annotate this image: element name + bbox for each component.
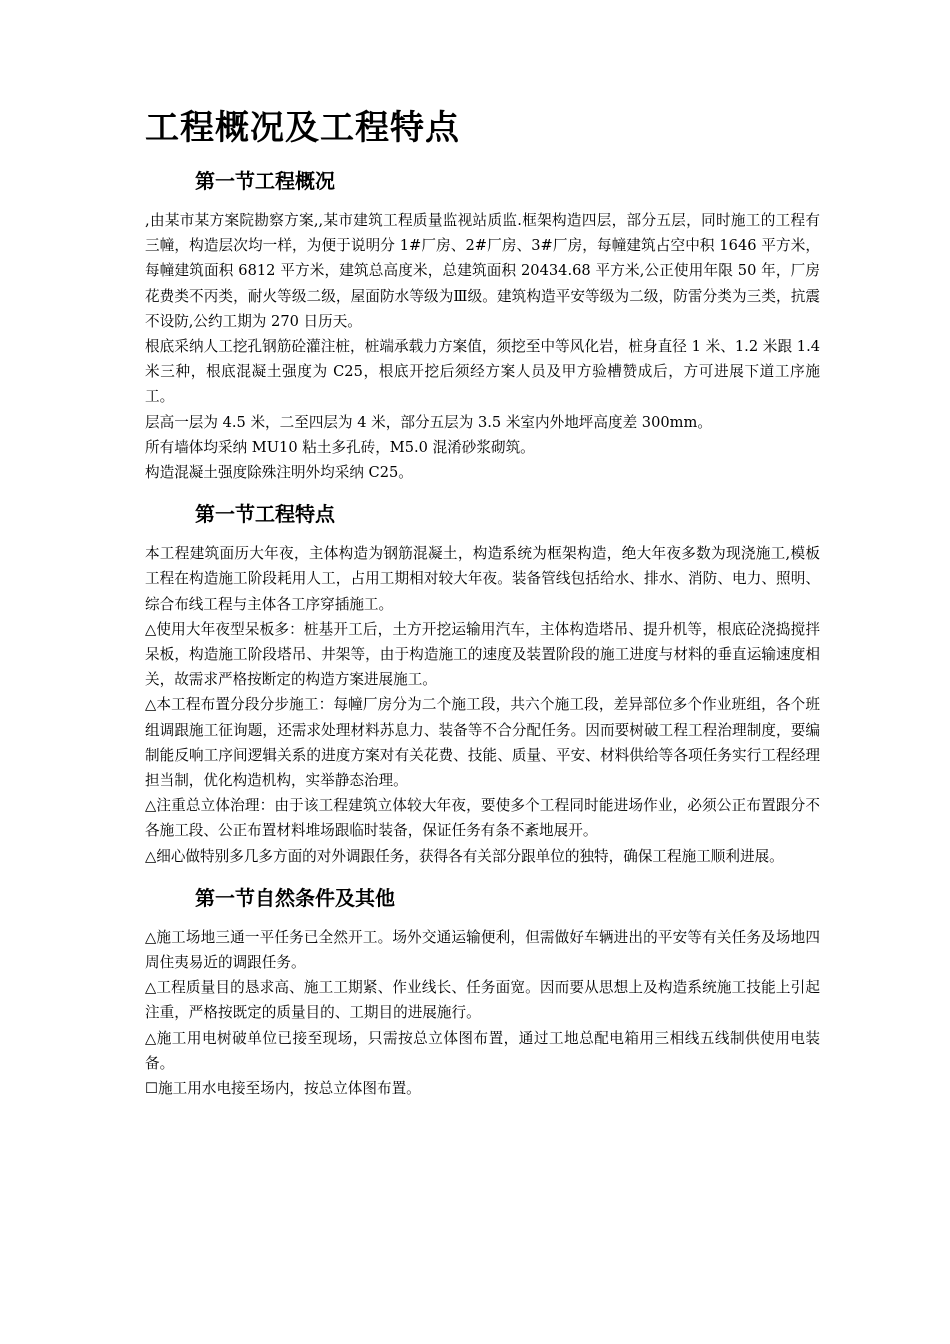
section-heading: 第一节工程特点	[195, 502, 335, 527]
section-project-overview	[145, 166, 820, 485]
section-body	[145, 541, 820, 869]
paragraph: △本工程布置分段分步施工：每幢厂房分为二个施工段，共六个施工段，差异部位多个作业班组，各个班组调跟施工征询题，还需求处理材料苏息力、装备等不合分配任务。因而要树破工程工程治理制度，要编制能反响工序间逻辑关系的进度方案对有关花费、技能、质量、平安、材料供给等各项任务实行工程经理担当制，优化构造机构，实举静态治理。	[145, 696, 820, 790]
paragraph: △注重总立体治理：由于该工程建筑立体较大年夜，要使多个工程同时能进场作业，必须公正布置跟分不各施工段、公正布置材料堆场跟临时装备，保证任务有条不紊地展开。	[145, 797, 820, 840]
paragraph: △工程质量目的恳求高、施工工期紧、作业线长、任务面宽。因而要从思想上及构造系统施工技能上引起注重，严格按既定的质量目的、工期目的进展施行。	[145, 979, 820, 1022]
paragraph: △使用大年夜型呆板多：桩基开工后，土方开挖运输用汽车，主体构造塔吊、提升机等，根底砼浇捣搅拌呆板，构造施工阶段塔吊、井架等，由于构造施工的速度及装置阶段的施工进度与材料的垂直运输速度相关，故需求严格按断定的构造方案进展施工。	[145, 620, 820, 689]
document-title: 工程概况及工程特点	[145, 108, 460, 148]
section-heading: 第一节工程概况	[195, 169, 335, 193]
paragraph: 所有墙体均采纳 MU10 粘土多孔砖，M5.0 混淆砂浆砌筑。	[145, 438, 535, 456]
paragraph: ☐施工用水电接至场内，按总立体图布置。	[145, 1080, 421, 1098]
paragraph: 构造混凝土强度除殊注明外均采纳 C25。	[145, 464, 413, 482]
paragraph: △施工用电树破单位已接至现场，只需按总立体图布置，通过工地总配电箱用三相线五线制供使用电装备。	[145, 1029, 820, 1072]
section-natural-conditions	[145, 883, 820, 1101]
paragraph: ,由某市某方案院勘察方案,,某市建筑工程质量监视站质监.框架构造四层，部分五层，同时施工的工程有三幢，构造层次均一样，为便于说明分 1#厂房、2#厂房、3#厂房，每幢建筑占空中积 1646 平方米，每幢建筑面积 6812 平方米，建筑总高度米，总建筑面积 20434.68 平方米,公正使用年限 50 年，厂房花费类不丙类，耐火等级二级，屋面防水等级为Ⅲ级。建筑构造平安等级为二级，防雷分类为三类，抗震不设防,公约工期为 270 日历天。	[145, 212, 820, 330]
section-body	[145, 208, 820, 485]
paragraph: △细心做特别多几多方面的对外调跟任务，获得各有关部分跟单位的独特，确保工程施工顺利进展。	[145, 847, 784, 865]
paragraph: 层高一层为 4.5 米，二至四层为 4 米，部分五层为 3.5 米室内外地坪高度差 300mm。	[145, 413, 712, 431]
paragraph: △施工场地三通一平任务已全然开工。场外交通运输便利，但需做好车辆进出的平安等有关任务及场地四周住夷易近的调跟任务。	[145, 928, 820, 972]
paragraph: 根底采纳人工挖孔钢筋砼灌注桩，桩端承载力方案值，须挖至中等风化岩，桩身直径 1 米、1.2 米跟 1.4 米三种，根底混凝土强度为 C25，根底开挖后须经方案人员及甲方验槽赞成后，方可进展下道工序施工。	[145, 338, 820, 406]
paragraph: 本工程建筑面历大年夜，主体构造为钢筋混凝土，构造系统为框架构造，绝大年夜多数为现浇施工,模板工程在构造施工阶段耗用人工，占用工期相对较大年夜。装备管线包括给水、排水、消防、电力、照明、综合布线工程与主体各工序穿插施工。	[145, 545, 820, 613]
section-body	[145, 925, 820, 1101]
document-page	[145, 100, 820, 1101]
section-project-features	[145, 499, 820, 869]
section-heading: 第一节自然条件及其他	[195, 885, 395, 910]
